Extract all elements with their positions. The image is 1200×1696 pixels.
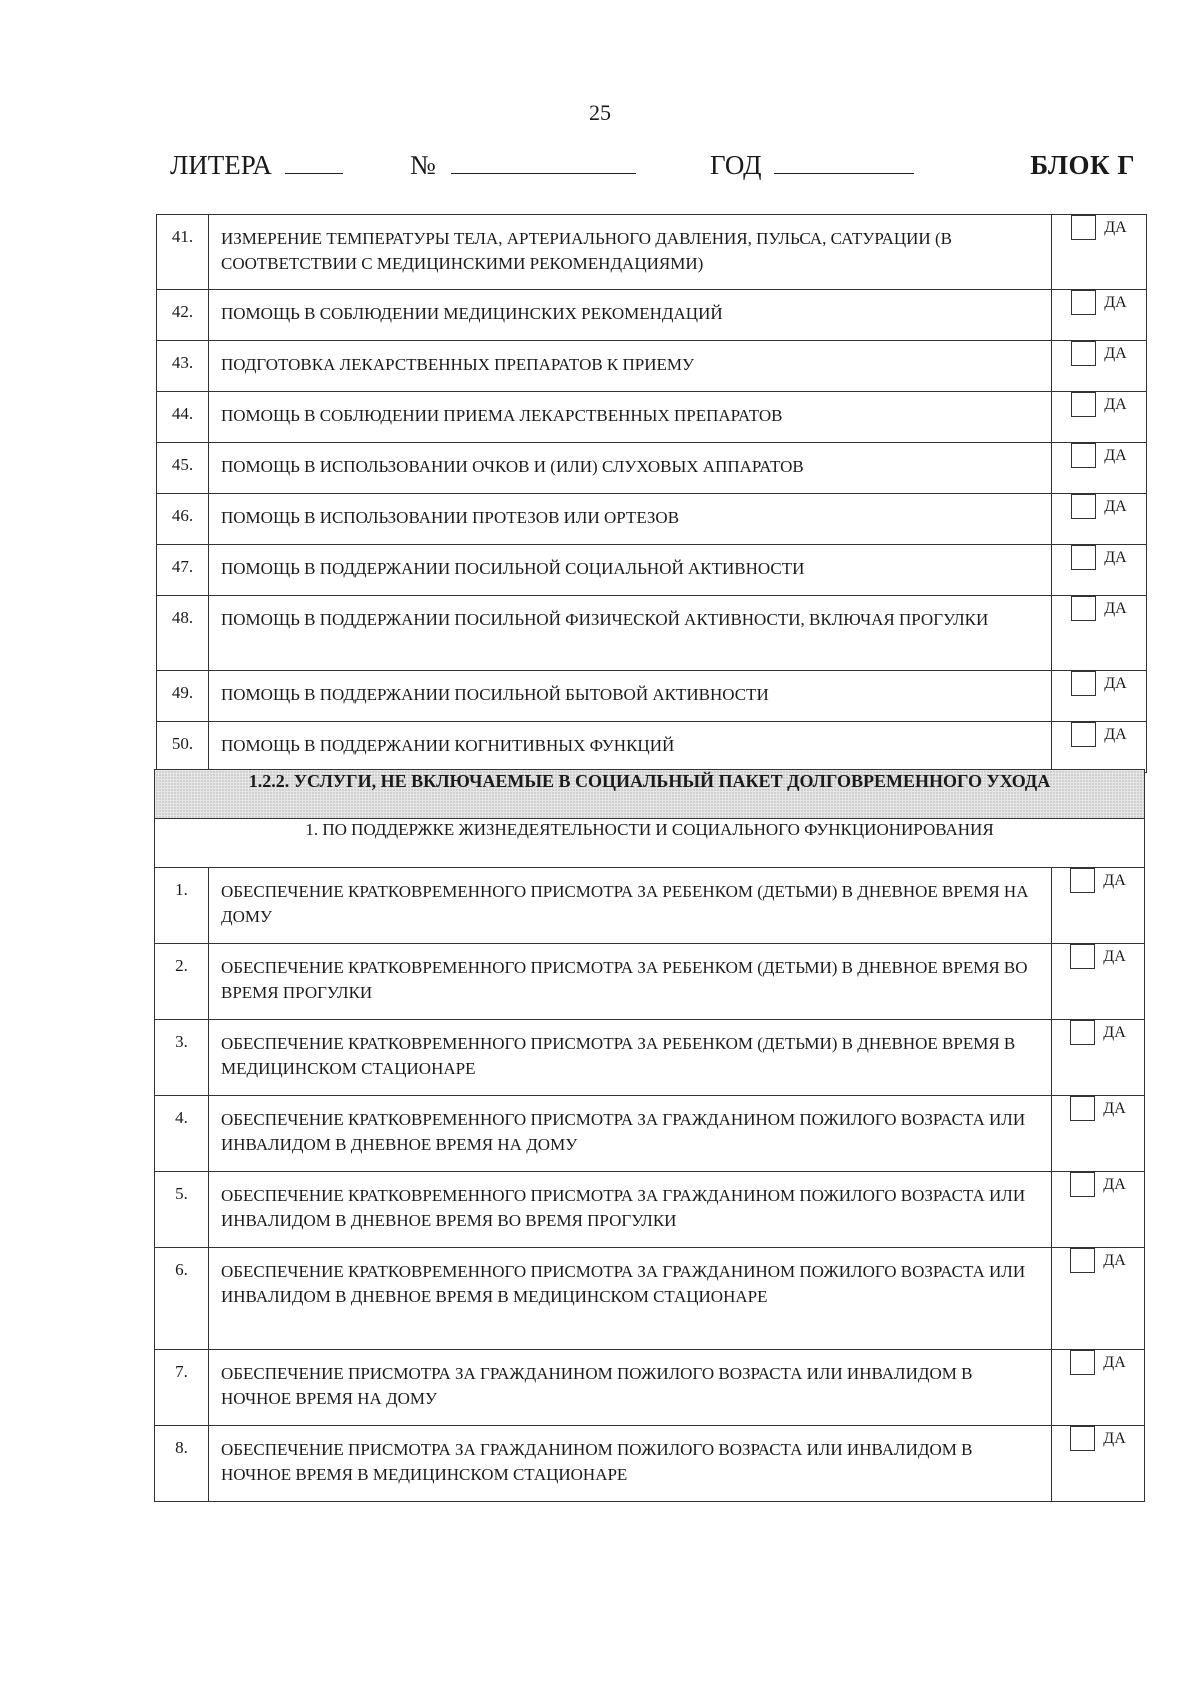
litera-field — [170, 150, 343, 181]
item-checkbox-cell — [1052, 1350, 1145, 1426]
service-row — [155, 1248, 1145, 1350]
yes-label: ДА — [1103, 1023, 1126, 1041]
yes-label: ДА — [1103, 1099, 1126, 1117]
item-number: 8. — [155, 1426, 209, 1502]
item-text: ОБЕСПЕЧЕНИЕ КРАТКОВРЕМЕННОГО ПРИСМОТРА ЗА РЕБЕНКОМ (ДЕТЬМИ) В ДНЕВНОЕ ВРЕМЯ В МЕДИЦИНСКОМ СТАЦИОНАРЕ — [209, 1020, 1052, 1096]
item-text: ИЗМЕРЕНИЕ ТЕМПЕРАТУРЫ ТЕЛА, АРТЕРИАЛЬНОГО ДАВЛЕНИЯ, ПУЛЬСА, САТУРАЦИИ (В СООТВЕТСТВИИ С МЕДИЦИНСКИМИ РЕКОМЕНДАЦИЯМИ) — [209, 215, 1052, 290]
service-row — [157, 494, 1147, 545]
item-text: ОБЕСПЕЧЕНИЕ КРАТКОВРЕМЕННОГО ПРИСМОТРА ЗА РЕБЕНКОМ (ДЕТЬМИ) В ДНЕВНОЕ ВРЕМЯ НА ДОМУ — [209, 868, 1052, 944]
yes-label: ДА — [1104, 497, 1127, 515]
services-table-bottom — [154, 769, 1145, 1502]
number-label: № — [410, 150, 436, 180]
yes-checkbox[interactable] — [1071, 443, 1096, 468]
yes-label: ДА — [1104, 599, 1127, 617]
page-number: 25 — [589, 100, 611, 125]
checkbox-group — [1052, 868, 1144, 893]
yes-label: ДА — [1104, 395, 1127, 413]
yes-checkbox[interactable] — [1070, 1020, 1095, 1045]
service-row — [157, 671, 1147, 722]
checkbox-group — [1052, 215, 1146, 240]
checkbox-group — [1052, 392, 1146, 417]
checkbox-group — [1052, 1248, 1144, 1273]
checkbox-group — [1052, 1350, 1144, 1375]
checkbox-group — [1052, 1020, 1144, 1045]
yes-label: ДА — [1104, 344, 1127, 362]
year-field — [710, 150, 914, 181]
item-checkbox-cell — [1052, 1020, 1145, 1096]
item-checkbox-cell — [1052, 596, 1147, 671]
yes-label: ДА — [1104, 446, 1127, 464]
item-text: ПОМОЩЬ В СОБЛЮДЕНИИ МЕДИЦИНСКИХ РЕКОМЕНДАЦИЙ — [209, 290, 1052, 341]
service-row — [157, 341, 1147, 392]
yes-checkbox[interactable] — [1071, 494, 1096, 519]
item-number: 2. — [155, 944, 209, 1020]
yes-label: ДА — [1103, 871, 1126, 889]
item-checkbox-cell — [1052, 443, 1147, 494]
item-number: 47. — [157, 545, 209, 596]
item-checkbox-cell — [1052, 722, 1147, 773]
item-checkbox-cell — [1052, 1096, 1145, 1172]
yes-checkbox[interactable] — [1070, 1350, 1095, 1375]
service-row — [157, 596, 1147, 671]
checkbox-group — [1052, 1172, 1144, 1197]
yes-checkbox[interactable] — [1070, 1096, 1095, 1121]
service-row — [155, 944, 1145, 1020]
yes-label: ДА — [1103, 1251, 1126, 1269]
yes-checkbox[interactable] — [1071, 341, 1096, 366]
service-row — [157, 545, 1147, 596]
item-number: 7. — [155, 1350, 209, 1426]
item-number: 42. — [157, 290, 209, 341]
item-text: ПОМОЩЬ В СОБЛЮДЕНИИ ПРИЕМА ЛЕКАРСТВЕННЫХ ПРЕПАРАТОВ — [209, 392, 1052, 443]
checkbox-group — [1052, 494, 1146, 519]
yes-label: ДА — [1104, 218, 1127, 236]
yes-label: ДА — [1104, 725, 1127, 743]
service-row — [155, 1172, 1145, 1248]
item-text: ПОМОЩЬ В ИСПОЛЬЗОВАНИИ ПРОТЕЗОВ ИЛИ ОРТЕЗОВ — [209, 494, 1052, 545]
item-checkbox-cell — [1052, 1248, 1145, 1350]
form-header — [170, 150, 1135, 190]
item-checkbox-cell — [1052, 671, 1147, 722]
item-checkbox-cell — [1052, 494, 1147, 545]
yes-checkbox[interactable] — [1070, 868, 1095, 893]
item-number: 1. — [155, 868, 209, 944]
item-number: 3. — [155, 1020, 209, 1096]
yes-checkbox[interactable] — [1071, 545, 1096, 570]
item-text: ОБЕСПЕЧЕНИЕ КРАТКОВРЕМЕННОГО ПРИСМОТРА ЗА ГРАЖДАНИНОМ ПОЖИЛОГО ВОЗРАСТА ИЛИ ИНВАЛИДОМ В ДНЕВНОЕ ВРЕМЯ ВО ВРЕМЯ ПРОГУЛКИ — [209, 1172, 1052, 1248]
item-checkbox-cell — [1052, 1172, 1145, 1248]
item-text: ПОМОЩЬ В ПОДДЕРЖАНИИ ПОСИЛЬНОЙ БЫТОВОЙ АКТИВНОСТИ — [209, 671, 1052, 722]
yes-label: ДА — [1104, 674, 1127, 692]
item-checkbox-cell — [1052, 215, 1147, 290]
item-checkbox-cell — [1052, 341, 1147, 392]
yes-checkbox[interactable] — [1071, 392, 1096, 417]
item-number: 50. — [157, 722, 209, 773]
yes-label: ДА — [1104, 548, 1127, 566]
item-number: 43. — [157, 341, 209, 392]
year-input[interactable] — [774, 151, 914, 174]
section-header-row — [155, 770, 1145, 819]
checkbox-group — [1052, 671, 1146, 696]
item-checkbox-cell — [1052, 392, 1147, 443]
item-text: ОБЕСПЕЧЕНИЕ ПРИСМОТРА ЗА ГРАЖДАНИНОМ ПОЖИЛОГО ВОЗРАСТА ИЛИ ИНВАЛИДОМ В НОЧНОЕ ВРЕМЯ НА ДОМУ — [209, 1350, 1052, 1426]
item-number: 46. — [157, 494, 209, 545]
service-row — [157, 722, 1147, 773]
item-number: 49. — [157, 671, 209, 722]
item-checkbox-cell — [1052, 1426, 1145, 1502]
item-number: 6. — [155, 1248, 209, 1350]
item-text: ОБЕСПЕЧЕНИЕ КРАТКОВРЕМЕННОГО ПРИСМОТРА ЗА ГРАЖДАНИНОМ ПОЖИЛОГО ВОЗРАСТА ИЛИ ИНВАЛИДОМ В ДНЕВНОЕ ВРЕМЯ НА ДОМУ — [209, 1096, 1052, 1172]
checkbox-group — [1052, 722, 1146, 747]
service-row — [155, 1426, 1145, 1502]
item-number: 41. — [157, 215, 209, 290]
yes-checkbox[interactable] — [1071, 596, 1096, 621]
item-text: ПОМОЩЬ В ПОДДЕРЖАНИИ ПОСИЛЬНОЙ ФИЗИЧЕСКОЙ АКТИВНОСТИ, ВКЛЮЧАЯ ПРОГУЛКИ — [209, 596, 1052, 671]
item-number: 5. — [155, 1172, 209, 1248]
litera-label: ЛИТЕРА — [170, 150, 272, 180]
yes-label: ДА — [1104, 293, 1127, 311]
service-row — [155, 1350, 1145, 1426]
yes-checkbox[interactable] — [1071, 215, 1096, 240]
service-row — [157, 392, 1147, 443]
checkbox-group — [1052, 944, 1144, 969]
item-text: ОБЕСПЕЧЕНИЕ КРАТКОВРЕМЕННОГО ПРИСМОТРА ЗА ГРАЖДАНИНОМ ПОЖИЛОГО ВОЗРАСТА ИЛИ ИНВАЛИДОМ В ДНЕВНОЕ ВРЕМЯ В МЕДИЦИНСКОМ СТАЦИОНАРЕ — [209, 1248, 1052, 1350]
service-row — [157, 443, 1147, 494]
item-number: 48. — [157, 596, 209, 671]
yes-checkbox[interactable] — [1071, 722, 1096, 747]
litera-input[interactable] — [285, 151, 343, 174]
subsection-header-row — [155, 819, 1145, 868]
yes-checkbox[interactable] — [1070, 1172, 1095, 1197]
number-input[interactable] — [451, 151, 636, 174]
yes-label: ДА — [1103, 1353, 1126, 1371]
checkbox-group — [1052, 596, 1146, 621]
yes-checkbox[interactable] — [1070, 1426, 1095, 1451]
item-checkbox-cell — [1052, 944, 1145, 1020]
subsection-title: 1. ПО ПОДДЕРЖКЕ ЖИЗНЕДЕЯТЕЛЬНОСТИ И СОЦИАЛЬНОГО ФУНКЦИОНИРОВАНИЯ — [155, 819, 1145, 868]
checkbox-group — [1052, 341, 1146, 366]
service-row — [155, 1020, 1145, 1096]
block-label: БЛОК Г — [1030, 150, 1135, 180]
item-text: ПОДГОТОВКА ЛЕКАРСТВЕННЫХ ПРЕПАРАТОВ К ПРИЕМУ — [209, 341, 1052, 392]
item-text: ПОМОЩЬ В ПОДДЕРЖАНИИ КОГНИТИВНЫХ ФУНКЦИЙ — [209, 722, 1052, 773]
item-text: ОБЕСПЕЧЕНИЕ КРАТКОВРЕМЕННОГО ПРИСМОТРА ЗА РЕБЕНКОМ (ДЕТЬМИ) В ДНЕВНОЕ ВРЕМЯ ВО ВРЕМЯ ПРОГУЛКИ — [209, 944, 1052, 1020]
year-label: ГОД — [710, 150, 762, 180]
item-number: 4. — [155, 1096, 209, 1172]
service-row — [155, 1096, 1145, 1172]
yes-checkbox[interactable] — [1070, 944, 1095, 969]
checkbox-group — [1052, 1096, 1144, 1121]
yes-checkbox[interactable] — [1071, 671, 1096, 696]
item-text: ПОМОЩЬ В ИСПОЛЬЗОВАНИИ ОЧКОВ И (ИЛИ) СЛУХОВЫХ АППАРАТОВ — [209, 443, 1052, 494]
yes-label: ДА — [1103, 947, 1126, 965]
checkbox-group — [1052, 290, 1146, 315]
checkbox-group — [1052, 443, 1146, 468]
item-number: 45. — [157, 443, 209, 494]
yes-label: ДА — [1103, 1429, 1126, 1447]
number-field — [410, 150, 636, 181]
checkbox-group — [1052, 1426, 1144, 1451]
item-number: 44. — [157, 392, 209, 443]
services-table-top — [156, 214, 1147, 773]
item-text: ОБЕСПЕЧЕНИЕ ПРИСМОТРА ЗА ГРАЖДАНИНОМ ПОЖИЛОГО ВОЗРАСТА ИЛИ ИНВАЛИДОМ В НОЧНОЕ ВРЕМЯ В МЕДИЦИНСКОМ СТАЦИОНАРЕ — [209, 1426, 1052, 1502]
item-checkbox-cell — [1052, 290, 1147, 341]
yes-checkbox[interactable] — [1071, 290, 1096, 315]
yes-label: ДА — [1103, 1175, 1126, 1193]
yes-checkbox[interactable] — [1070, 1248, 1095, 1273]
item-checkbox-cell — [1052, 545, 1147, 596]
service-row — [155, 868, 1145, 944]
checkbox-group — [1052, 545, 1146, 570]
section-title: 1.2.2. УСЛУГИ, НЕ ВКЛЮЧАЕМЫЕ В СОЦИАЛЬНЫЙ ПАКЕТ ДОЛГОВРЕМЕННОГО УХОДА — [155, 770, 1145, 819]
service-row — [157, 290, 1147, 341]
item-text: ПОМОЩЬ В ПОДДЕРЖАНИИ ПОСИЛЬНОЙ СОЦИАЛЬНОЙ АКТИВНОСТИ — [209, 545, 1052, 596]
service-row — [157, 215, 1147, 290]
item-checkbox-cell — [1052, 868, 1145, 944]
